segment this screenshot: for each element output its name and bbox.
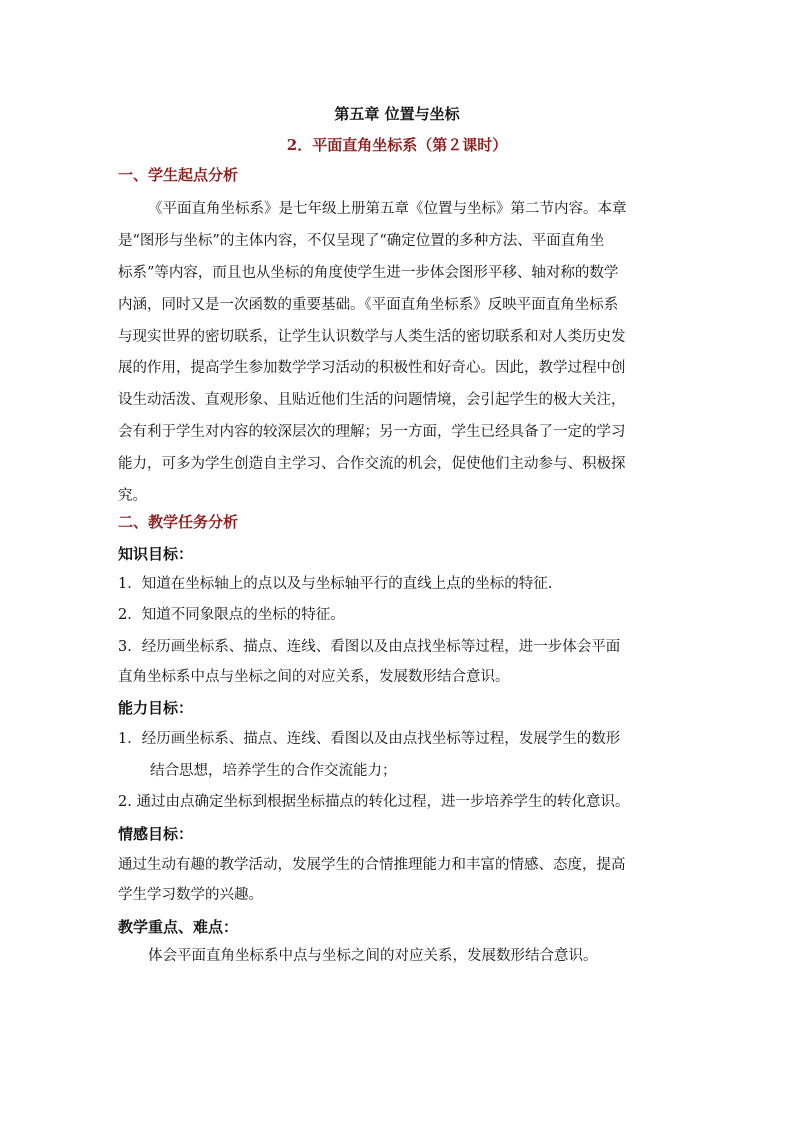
section-heading-student-analysis: 一、学生起点分析 [118, 166, 239, 184]
paragraph-line: 内涵，同时又是一次函数的重要基础。《平面直角坐标系》反映平面直角坐标系 [118, 297, 619, 313]
section-heading-task-analysis: 二、教学任务分析 [118, 513, 239, 531]
paragraph-line: 能力，可多为学生创造自主学习、合作交流的机会，促使他们主动参与、积极探 [118, 456, 626, 472]
paragraph-line: 究。 [118, 488, 147, 504]
ability-goal-item: 结合思想，培养学生的合作交流能力； [150, 763, 397, 779]
paragraph-line: 展的作用，提高学生参加数学学习活动的积极性和好奇心。因此，教学过程中创 [118, 360, 626, 376]
ability-goal-item: 1．经历画坐标系、描点、连线、看图以及由点找坐标等过程，发展学生的数形 [118, 731, 621, 747]
knowledge-goals-heading: 知识目标： [118, 545, 194, 563]
knowledge-goal-item: 3．经历画坐标系、描点、连线、看图以及由点找坐标等过程，进一步体会平面 [118, 639, 621, 655]
knowledge-goal-item: 直角坐标系中点与坐标之间的对应关系，发展数形结合意识。 [118, 669, 510, 685]
paragraph-line: 与现实世界的密切联系，让学生认识数学与人类生活的密切联系和对人类历史发 [118, 329, 626, 345]
lesson-title: 2．平面直角坐标系（第２课时） [286, 136, 508, 154]
knowledge-goal-item: 2．知道不同象限点的坐标的特征。 [118, 607, 345, 623]
ability-goals-heading: 能力目标： [118, 699, 194, 717]
emotion-goal-item: 学生学习数学的兴趣。 [118, 887, 263, 903]
paragraph-line: 是“图形与坐标”的主体内容，不仅呈现了“确定位置的多种方法、平面直角坐 [118, 233, 605, 249]
chapter-title: 第五章 位置与坐标 [334, 105, 460, 123]
paragraph-line: 《平面直角坐标系》是七年级上册第五章《位置与坐标》第二节内容。本章 [148, 201, 627, 217]
paragraph-line: 标系”等内容，而且也从坐标的角度使学生进一步体会图形平移、轴对称的数学 [118, 265, 619, 281]
emotion-goal-item: 通过生动有趣的教学活动，发展学生的合情推理能力和丰富的情感、态度，提高 [118, 857, 626, 873]
emotion-goals-heading: 情感目标： [118, 825, 194, 843]
paragraph-line: 设生动活泼、直观形象、且贴近他们生活的问题情境，会引起学生的极大关注， [118, 392, 626, 408]
knowledge-goal-item: 1．知道在坐标轴上的点以及与坐标轴平行的直线上点的坐标的特征. [118, 576, 553, 592]
paragraph-line: 会有利于学生对内容的较深层次的理解；另一方面，学生已经具备了一定的学习 [118, 424, 626, 440]
key-points-heading: 教学重点、难点： [118, 918, 239, 936]
key-point-item: 体会平面直角坐标系中点与坐标之间的对应关系，发展数形结合意识。 [148, 948, 598, 964]
ability-goal-item: 2. 通过由点确定坐标到根据坐标描点的转化过程，进一步培养学生的转化意识。 [118, 794, 630, 810]
